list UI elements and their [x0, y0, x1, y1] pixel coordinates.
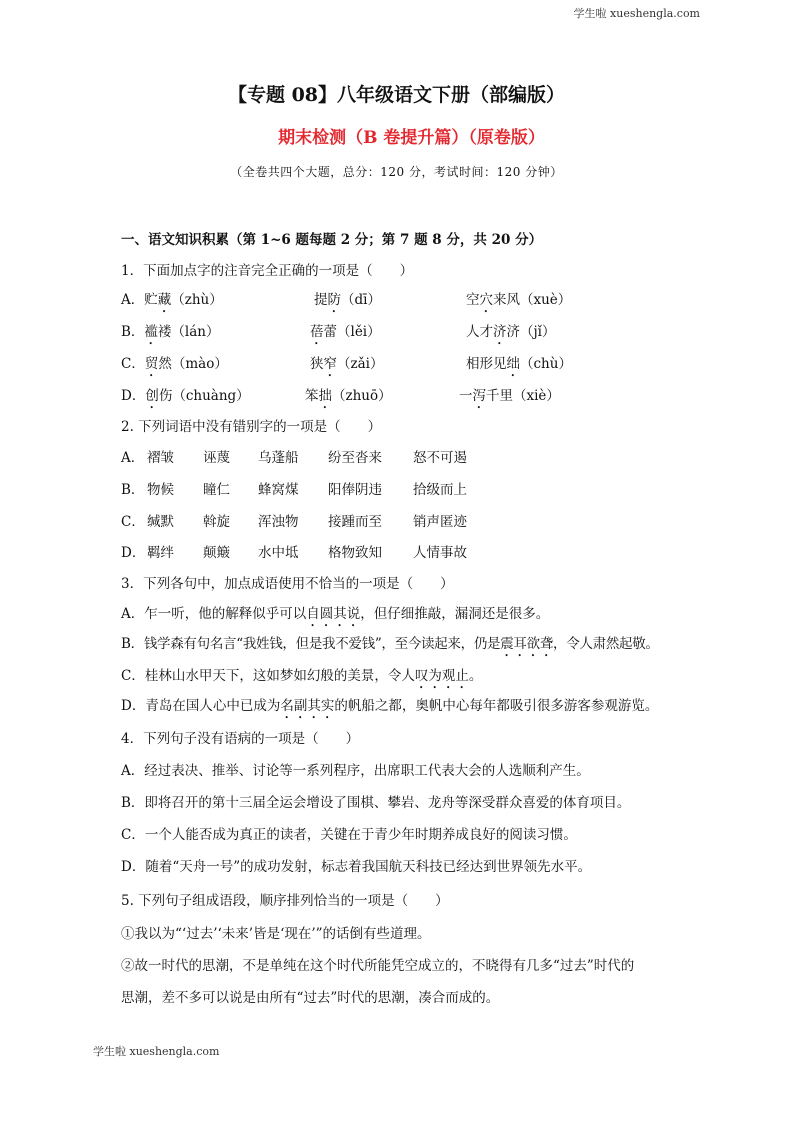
exam-info: （全卷共四个大题，总分：120 分，考试时间：120 分钟） [230, 165, 563, 179]
q1-option-d-word-3: 一泻千里（xiè） [459, 388, 560, 404]
q1-option-a: A．贮藏（zhù） [121, 292, 223, 308]
q2-word: 格物致知 [328, 545, 382, 561]
q2-word: 缄默 [147, 514, 174, 530]
q2-word: 物候 [147, 482, 174, 498]
q2-option-c-letter: C． [121, 514, 145, 530]
q2-word: 拾级而上 [413, 482, 467, 498]
q2-word: 接踵而至 [328, 514, 382, 530]
dotted-char: 拙 [318, 388, 332, 404]
q1-option-a-word-3: 空穴来风（xuè） [466, 292, 572, 308]
q1-option-d-word-2: 笨拙（zhuō） [305, 388, 392, 404]
q3-option-a: A．乍一听，他的解释似乎可以自圆其说，但仔细推敲，漏洞还是很多。 [121, 606, 550, 622]
question-1-stem: 1．下面加点字的注音完全正确的一项是（ ） [121, 263, 414, 279]
question-4-stem: 4．下列句子没有语病的一项是（ ） [121, 731, 360, 747]
dotted-idiom: 叹为观止 [414, 668, 469, 684]
question-2-stem: 2. 下列词语中没有错别字的一项是（ ） [121, 419, 382, 435]
q5-sentence-2: ②故一时代的思潮，不是单纯在这个时代所能凭空成立的，不晓得有几多“过去”时代的 [121, 958, 635, 974]
watermark-bottom: 学生啦 xueshengla.com [93, 1045, 220, 1058]
dotted-char: 穴 [479, 292, 493, 308]
q3-option-d: D．青岛在国人心中已成为名副其实的帆船之都，奥帆中心每年都吸引很多游客参观游览。 [121, 698, 659, 714]
q2-word: 瞳仁 [203, 482, 230, 498]
section-heading: 一、语文知识积累（第 1~6 题每题 2 分；第 7 题 8 分，共 20 分） [121, 232, 543, 248]
q4-option-c: C．一个人能否成为真正的读者，关键在于青少年时期养成良好的阅读习惯。 [121, 827, 577, 843]
q2-word: 羁绊 [147, 545, 174, 561]
dotted-char: 泻 [472, 388, 486, 404]
q2-word: 水中坻 [258, 545, 299, 561]
dotted-char: 防 [327, 292, 341, 308]
q4-option-d: D．随着“天舟一号”的成功发射，标志着我国航天科技已经达到世界领先水平。 [121, 859, 592, 875]
q1-option-b-word-2: 蓓蕾（lěi） [310, 324, 381, 340]
q2-word: 蜂窝煤 [258, 482, 299, 498]
q2-word: 销声匿迹 [413, 514, 467, 530]
dotted-char: 贸 [144, 356, 159, 372]
dotted-char: 济 [493, 324, 507, 340]
dotted-char: 蓓 [310, 324, 324, 340]
q2-word: 纷至沓来 [328, 450, 382, 466]
dotted-char: 创 [145, 388, 159, 404]
q1-option-a-word-2: 提防（dī） [314, 292, 381, 308]
q2-word: 怒不可遏 [413, 450, 467, 466]
q2-word: 诬蔑 [203, 450, 230, 466]
q1-option-c: C．贸然（mào） [121, 356, 228, 372]
document-title: 【专题 08】八年级语文下册（部编版） [227, 84, 566, 106]
q2-word: 浑浊物 [258, 514, 299, 530]
q2-option-d-letter: D． [121, 545, 146, 561]
watermark-top: 学生啦 xueshengla.com [573, 7, 700, 20]
dotted-char: 褴 [144, 324, 158, 340]
dotted-char: 绌 [506, 356, 520, 372]
q4-option-a: A．经过表决、推举、讨论等一系列程序，出席职工代表大会的人选顺利产生。 [121, 763, 590, 779]
dotted-char: 窄 [323, 356, 337, 372]
dotted-idiom: 名副其实 [280, 698, 335, 714]
q1-option-d: D．创伤（chuàng） [121, 388, 250, 404]
q5-sentence-1: ①我以为“‘过去’‘未来’皆是‘现在’”的话倒有些道理。 [121, 926, 431, 942]
document-subtitle: 期末检测（B 卷提升篇）（原卷版） [278, 128, 545, 148]
q2-word: 斡旋 [203, 514, 230, 530]
q3-option-c: C．桂林山水甲天下，这如梦如幻般的美景，令人叹为观止。 [121, 668, 483, 684]
q4-option-b: B．即将召开的第十三届全运会增设了围棋、攀岩、龙舟等深受群众喜爱的体育项目。 [121, 795, 631, 811]
q1-option-b: B．褴褛（lán） [121, 324, 220, 340]
q1-option-c-word-2: 狭窄（zǎi） [310, 356, 384, 372]
question-3-stem: 3．下列各句中，加点成语使用不恰当的一项是（ ） [121, 576, 454, 592]
question-5-stem: 5. 下列句子组成语段，顺序排列恰当的一项是（ ） [121, 893, 449, 909]
q2-word: 阳俸阴违 [328, 482, 382, 498]
q2-word: 褶皱 [147, 450, 174, 466]
q5-sentence-2-continued: 思潮，差不多可以说是由所有“过去”时代的思潮，凑合而成的。 [121, 990, 500, 1006]
q2-word: 乌蓬船 [258, 450, 299, 466]
dotted-idiom: 自圆其说 [306, 606, 361, 622]
dotted-idiom: 震耳欲聋 [500, 636, 554, 652]
q2-word: 人情事故 [413, 545, 467, 561]
q2-option-b-letter: B． [121, 482, 145, 498]
q1-option-b-word-3: 人才济济（jǐ） [466, 324, 556, 340]
q1-option-c-word-3: 相形见绌（chù） [466, 356, 572, 372]
dotted-char: 藏 [157, 292, 172, 308]
q2-option-a-letter: A． [121, 450, 145, 466]
q3-option-b: B．钱学森有句名言“我姓钱，但是我不爱钱”，至今读起来，仍是震耳欲聋，令人肃然起敬。 [121, 636, 659, 652]
q2-word: 颠簸 [203, 545, 230, 561]
